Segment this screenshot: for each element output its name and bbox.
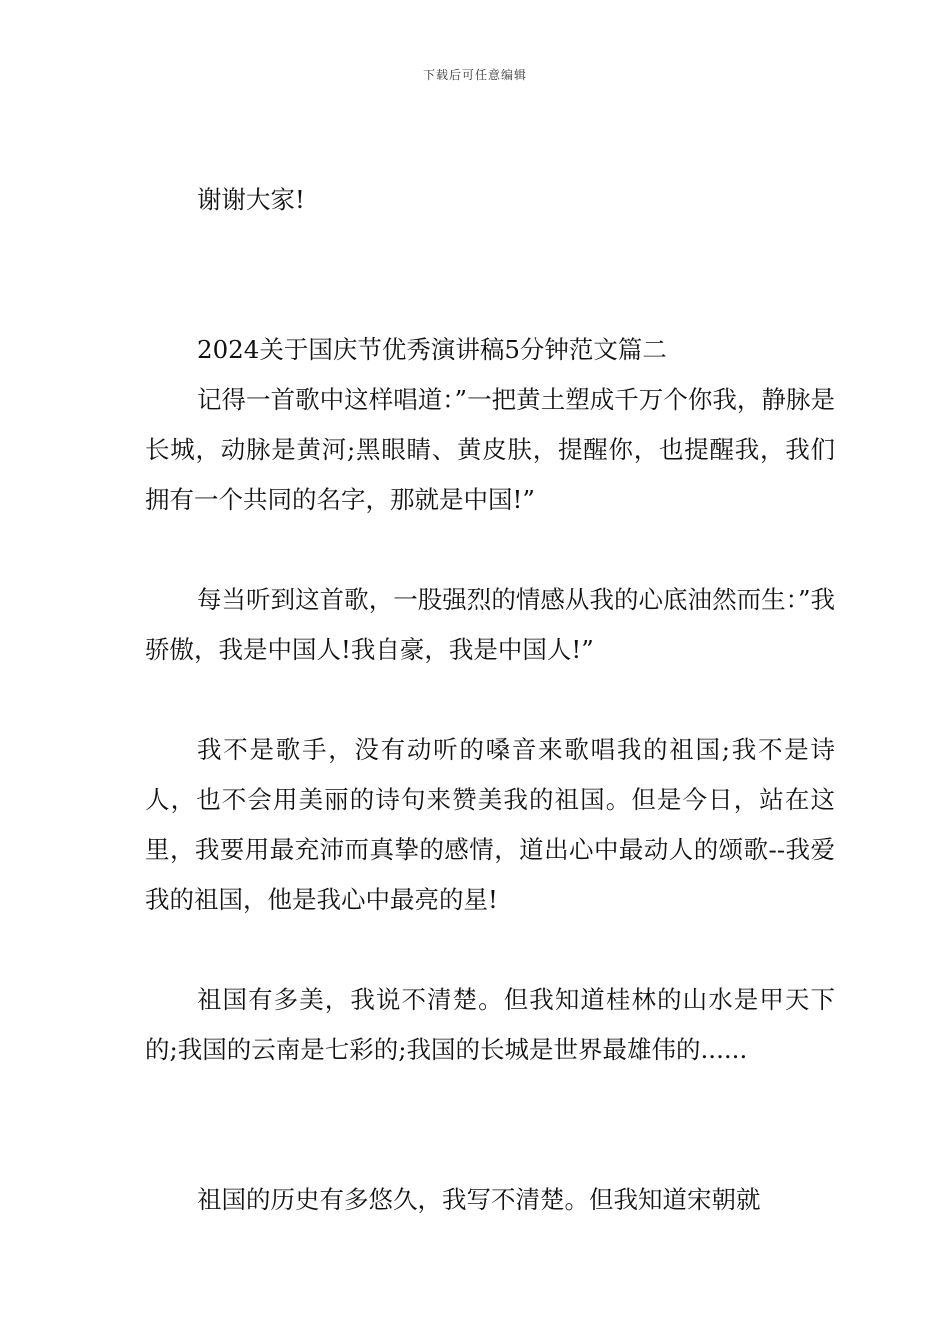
page-header-note: 下载后可任意编辑	[422, 68, 527, 82]
closing-line: 谢谢大家!	[197, 185, 305, 214]
body-paragraph: 祖国的历史有多悠久，我写不清楚。但我知道宋朝就	[197, 1185, 761, 1214]
section-title: 2024关于国庆节优秀演讲稿5分钟范文篇二	[197, 335, 667, 364]
body-paragraph: 我不是歌手，没有动听的嗓音来歌唱我的祖国;我不是诗人，也不会用美丽的诗句来赞美我的祖国。但是今日，站在这里，我要用最充沛而真挚的感情，道出心中最动人的颂歌--我爱我的祖国，他是我心中最亮的星!	[145, 735, 835, 914]
body-paragraph: 记得一首歌中这样唱道：”一把黄土塑成千万个你我，静脉是长城，动脉是黄河;黑眼睛、黄皮肤，提醒你，也提醒我，我们拥有一个共同的名字，那就是中国!”	[145, 385, 835, 514]
body-paragraph: 祖国有多美，我说不清楚。但我知道桂林的山水是甲天下的;我国的云南是七彩的;我国的长城是世界最雄伟的......	[145, 985, 835, 1064]
body-paragraph: 每当听到这首歌，一股强烈的情感从我的心底油然而生：”我骄傲，我是中国人!我自豪，我是中国人!”	[145, 585, 835, 664]
